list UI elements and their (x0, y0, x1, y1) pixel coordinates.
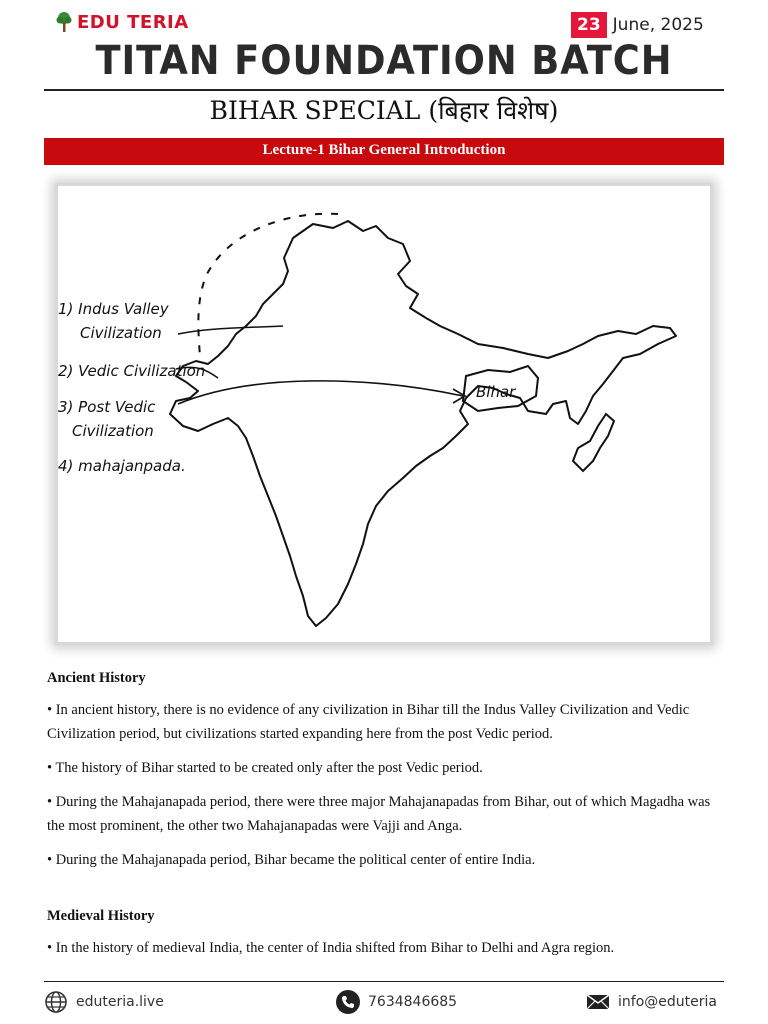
page-title: TITAN FOUNDATION BATCH (95, 38, 673, 84)
date-display (571, 12, 704, 38)
footer-phone[interactable] (336, 988, 457, 1016)
section-heading-ancient: Ancient History (47, 670, 146, 686)
tree-logo-icon (55, 11, 73, 33)
footer-divider (44, 981, 724, 982)
label-bihar: Bihar (476, 383, 516, 401)
india-map-drawing (58, 186, 710, 642)
date-month-year: June, 2025 (612, 15, 704, 35)
globe-icon (44, 990, 68, 1014)
lecture-content (47, 666, 727, 970)
title-divider (44, 89, 724, 91)
lecture-banner: Lecture-1 Bihar General Introduction (44, 138, 724, 165)
ancient-point-2: • The history of Bihar started to be created only after the post Vedic period. (47, 760, 483, 776)
label-civilization-1: Civilization (80, 324, 162, 342)
logo-text: EDU TERIA (77, 11, 189, 33)
label-post-vedic: 3) Post Vedic (58, 398, 156, 416)
brand-logo (55, 8, 189, 36)
label-indus-valley: 1) Indus Valley (58, 300, 169, 318)
footer-website[interactable] (44, 988, 164, 1016)
phone-icon (336, 990, 360, 1014)
page-subtitle: BIHAR SPECIAL (बिहार विशेष) (209, 96, 559, 125)
date-day-badge: 23 (571, 12, 607, 38)
india-map-figure (55, 183, 713, 645)
label-mahajanpada: 4) mahajanpada. (58, 457, 186, 475)
footer-email[interactable] (586, 988, 717, 1016)
section-spacer (47, 882, 727, 904)
arrow-to-bihar (178, 381, 463, 404)
phone-text: 7634846685 (368, 994, 458, 1010)
section-heading-medieval: Medieval History (47, 908, 155, 924)
ancient-point-4: • During the Mahajanapada period, Bihar became the political center of entire India. (47, 852, 536, 868)
ancient-point-1: • In ancient history, there is no evidence of any civilization in Bihar till the Indus Valley Civilization and Vedic Civilization period, but civilizations started expanding here from the post Vedic period. (47, 702, 690, 742)
medieval-point-1: • In the history of medieval India, the center of India shifted from Bihar to Delhi and Agra region. (47, 940, 615, 956)
ancient-point-3: • During the Mahajanapada period, there were three major Mahajanapadas from Bihar, out of which Magadha was the most prominent, the other two Mahajanapadas were Vajji and Anga. (47, 794, 711, 834)
email-text: info@eduteria (618, 994, 717, 1010)
website-text: eduteria.live (76, 994, 164, 1010)
label-vedic-civilization: 2) Vedic Civilization (58, 362, 206, 380)
mail-icon (586, 990, 610, 1014)
pointer-line-1 (178, 326, 283, 334)
dashed-arc (198, 214, 338, 356)
label-civilization-3: Civilization (72, 422, 154, 440)
